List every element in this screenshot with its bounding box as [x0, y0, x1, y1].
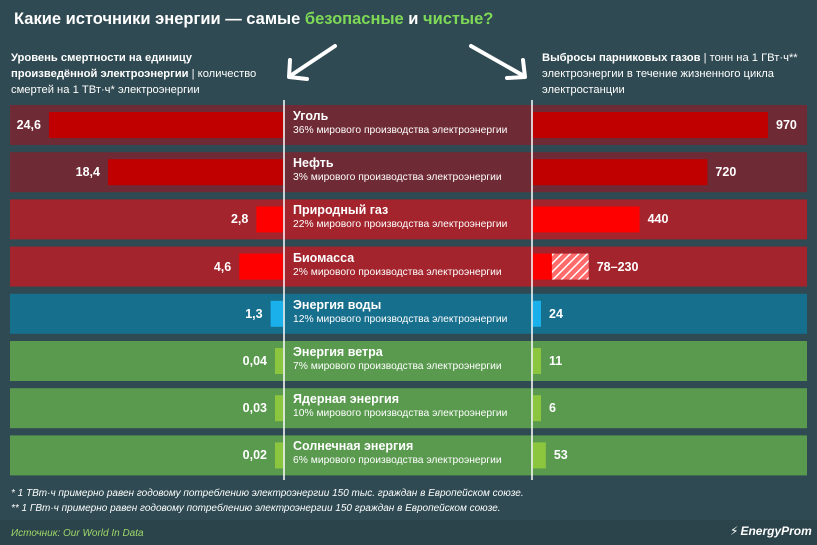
death-bar-5 [271, 301, 283, 327]
category-share: 12% мирового производства электроэнергии [293, 313, 508, 325]
category-name: Солнечная энергия [293, 439, 414, 454]
category-share: 3% мирового производства электроэнергии [293, 172, 502, 184]
category-name: Нефть [293, 156, 334, 171]
category-share: 22% мирового производства электроэнергии [293, 219, 508, 231]
death-bar-8 [275, 442, 283, 468]
logo: ⚡ EnergyProm [730, 524, 812, 538]
death-bar-2 [108, 159, 283, 185]
category-name: Биомасса [293, 250, 355, 265]
source-text: Источник: Our World In Data [11, 528, 144, 539]
category-share: 6% мирового производства электроэнергии [293, 455, 502, 467]
ghg-value-2: 720 [715, 165, 737, 180]
footnote-1: * 1 ТВт·ч примерно равен годовому потреблению электроэнергии 150 тыс. граждан в Европейском союзе. [11, 488, 524, 499]
ghg-value-6: 11 [549, 354, 563, 368]
death-value-6: 0,04 [242, 354, 267, 368]
category-name: Энергия ветра [293, 345, 383, 359]
ghg-range-bar-4 [552, 254, 589, 280]
title-safe-word: безопасные [304, 10, 404, 28]
ghg-bar-8 [533, 442, 546, 468]
row-1-label [293, 109, 529, 137]
ghg-value-4: 78–230 [596, 259, 639, 274]
death-bar-7 [275, 395, 283, 421]
death-value-3: 2,8 [230, 212, 249, 227]
row-6-label [293, 345, 529, 373]
row-7-label [293, 392, 529, 420]
death-value-7: 0,03 [242, 401, 267, 416]
death-value-1: 24,6 [16, 118, 41, 132]
ghg-value-5: 24 [549, 306, 563, 321]
ghg-bar-7 [533, 395, 541, 421]
chart-title: Какие источники энергии — самые безопасные и чистые? [14, 10, 494, 28]
category-name: Уголь [293, 109, 329, 123]
category-share: 7% мирового производства электроэнергии [293, 361, 502, 372]
right-axis-header: Выбросы парниковых газов | тонн на 1 ГВт·ч** электроэнергии в течение жизненного цикла электростанции [542, 52, 798, 96]
ghg-bar-1 [533, 112, 768, 138]
death-value-2: 18,4 [75, 165, 100, 180]
category-share: 10% мирового производства электроэнергии [293, 408, 508, 420]
ghg-value-1: 970 [776, 118, 797, 132]
death-bar-4 [239, 254, 283, 280]
death-bar-6 [275, 348, 283, 374]
logo-icon: ⚡ [730, 524, 739, 538]
category-name: Ядерная энергия [293, 392, 399, 407]
death-value-5: 1,3 [245, 306, 263, 321]
ghg-bar-4 [533, 254, 552, 280]
row-2-label [293, 156, 529, 184]
footnotes [11, 486, 524, 516]
death-value-8: 0,02 [242, 448, 267, 463]
left-axis-header: Уровень смертности на единицу произведённой электроэнергии | количество смертей на 1 ТВт·ч* электроэнергии [11, 52, 257, 96]
ghg-bar-5 [533, 301, 541, 327]
title-clean-word: чистые [423, 10, 484, 28]
row-8-label [293, 439, 529, 467]
ghg-value-8: 53 [553, 448, 568, 463]
death-bar-1 [49, 112, 283, 138]
footnote-2: ** 1 ГВт·ч примерно равен годовому потреблению электроэнергии 150 граждан в Европейском союзе. [11, 503, 501, 514]
row-5-label [293, 298, 529, 326]
death-value-4: 4,6 [213, 259, 232, 274]
row-3-label [293, 203, 529, 231]
ghg-bar-6 [533, 348, 541, 374]
ghg-value-7: 6 [549, 401, 556, 416]
category-share: 36% мирового производства электроэнергии [293, 125, 508, 136]
ghg-bar-3 [533, 206, 640, 232]
ghg-bar-2 [533, 159, 707, 185]
category-share: 2% мирового производства электроэнергии [293, 266, 502, 278]
row-4-label [293, 251, 529, 279]
category-name: Энергия воды [293, 297, 382, 312]
death-bar-3 [256, 206, 283, 232]
category-name: Природный газ [293, 203, 389, 218]
ghg-value-3: 440 [647, 212, 669, 227]
